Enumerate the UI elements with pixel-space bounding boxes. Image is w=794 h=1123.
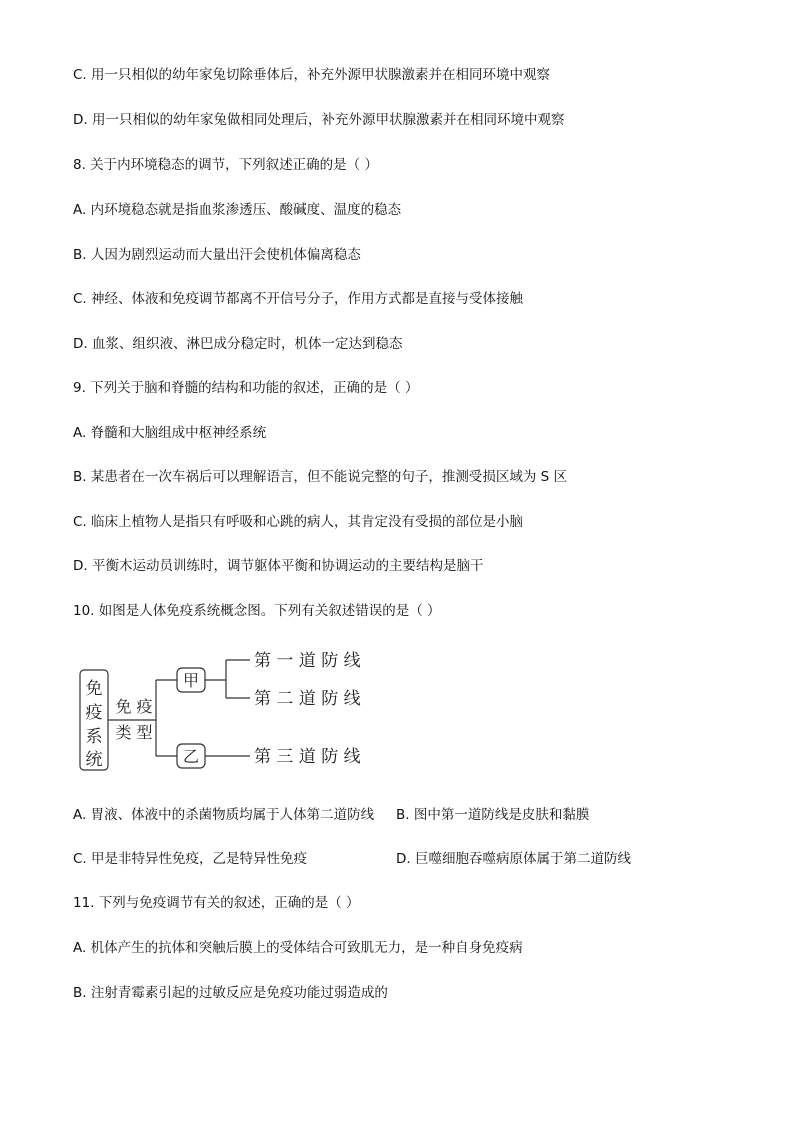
q8-option-a: A. 内环境稳态就是指血浆渗透压、酸碱度、温度的稳态	[73, 202, 402, 218]
q7-option-c: C. 用一只相似的幼年家兔切除垂体后，补充外源甲状腺激素并在相同环境中观察	[73, 67, 551, 83]
type-label-bottom: 类 型	[115, 723, 153, 742]
q9-option-c: C. 临床上植物人是指只有呼吸和心跳的病人，其肯定没有受损的部位是小脑	[73, 514, 524, 530]
type-label-top: 免 疫	[115, 697, 153, 716]
root-char-4: 统	[85, 750, 103, 770]
root-char-3: 系	[85, 727, 103, 747]
q9-stem: 9. 下列关于脑和脊髓的结构和功能的叙述，正确的是（ ）	[73, 380, 419, 396]
immune-system-concept-diagram	[78, 642, 378, 777]
q8-option-d: D. 血浆、组织液、淋巴成分稳定时，机体一定达到稳态	[73, 336, 403, 352]
concept-map	[78, 642, 378, 777]
node-b-label: 乙	[182, 747, 200, 766]
q11-stem: 11. 下列与免疫调节有关的叙述，正确的是（ ）	[73, 895, 360, 911]
q10-option-a: A. 胃液、体液中的杀菌物质均属于人体第二道防线	[73, 807, 375, 823]
root-char-1: 免	[85, 679, 103, 699]
defense-line-2: 第 二 道 防 线	[254, 689, 361, 709]
q10-option-b: B. 图中第一道防线是皮肤和黏膜	[396, 807, 590, 823]
defense-line-1: 第 一 道 防 线	[254, 651, 361, 671]
q10-option-d: D. 巨噬细胞吞噬病原体属于第二道防线	[396, 851, 631, 867]
q9-option-d: D. 平衡木运动员训练时，调节躯体平衡和协调运动的主要结构是脑干	[73, 558, 484, 574]
q7-option-d: D. 用一只相似的幼年家兔做相同处理后，补充外源甲状腺激素并在相同环境中观察	[73, 112, 565, 128]
q8-stem: 8. 关于内环境稳态的调节，下列叙述正确的是（ ）	[73, 157, 378, 173]
q8-option-b: B. 人因为剧烈运动而大量出汗会使机体偏离稳态	[73, 247, 361, 263]
q8-option-c: C. 神经、体液和免疫调节都离不开信号分子，作用方式都是直接与受体接触	[73, 291, 524, 307]
q11-option-b: B. 注射青霉素引起的过敏反应是免疫功能过弱造成的	[73, 985, 388, 1001]
q11-option-a: A. 机体产生的抗体和突触后膜上的受体结合可致肌无力，是一种自身免疫病	[73, 940, 523, 956]
root-char-2: 疫	[85, 703, 103, 723]
q9-option-a: A. 脊髓和大脑组成中枢神经系统	[73, 425, 267, 441]
q9-option-b: B. 某患者在一次车祸后可以理解语言，但不能说完整的句子，推测受损区域为 S 区	[73, 469, 567, 485]
q10-stem: 10. 如图是人体免疫系统概念图。下列有关叙述错误的是（ ）	[73, 603, 441, 619]
q10-option-c: C. 甲是非特异性免疫，乙是特异性免疫	[73, 851, 308, 867]
node-a-label: 甲	[182, 671, 200, 690]
defense-line-3: 第 三 道 防 线	[254, 747, 361, 767]
